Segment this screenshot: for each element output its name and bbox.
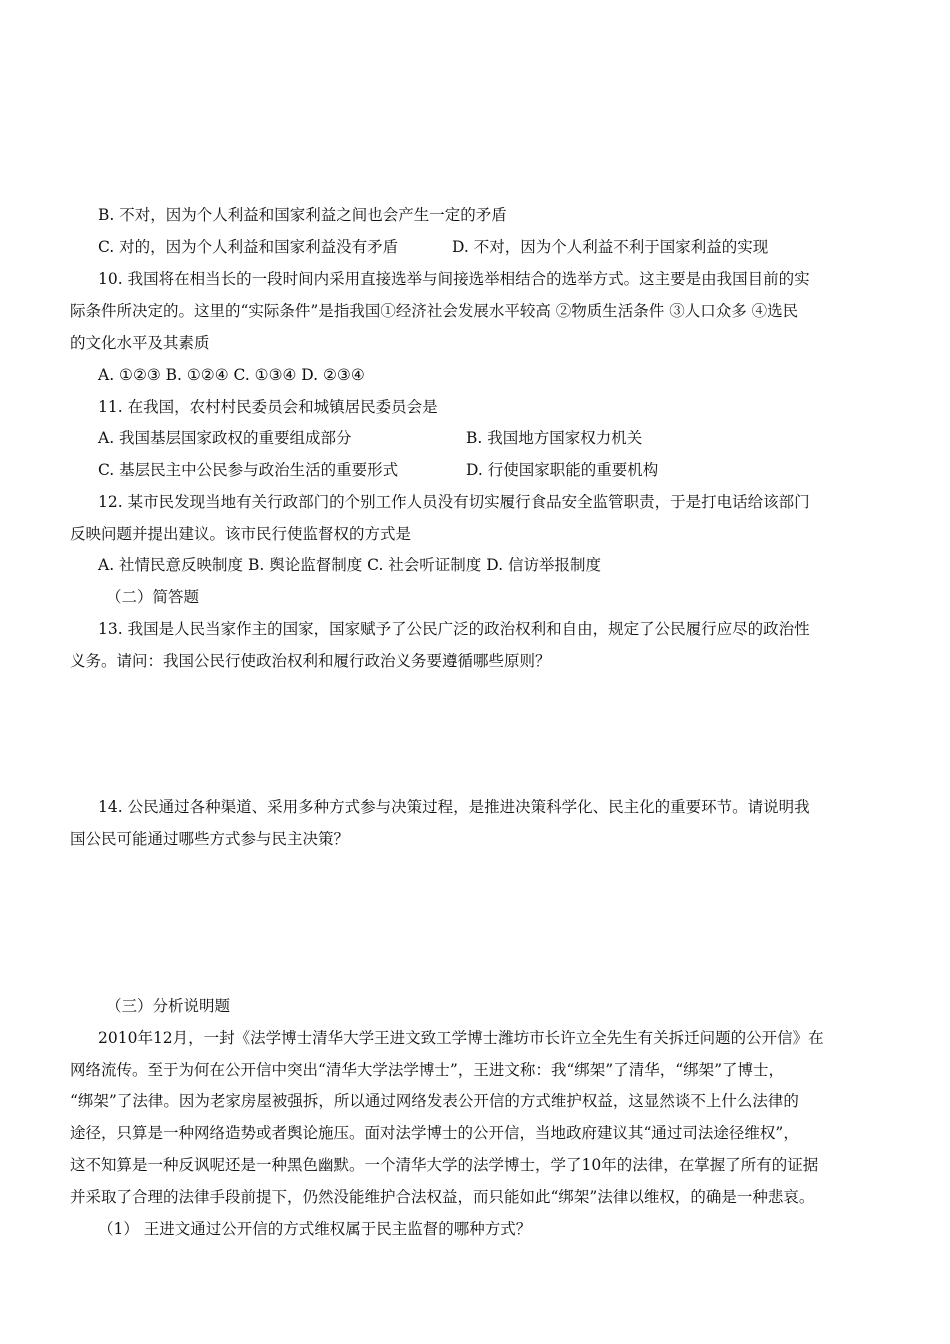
q14-stem-line1: 14. 公民通过各种渠道、采用多种方式参与决策过程，是推进决策科学化、民主化的重要环节。请说明我 — [98, 798, 810, 816]
q9-option-b: B. 不对，因为个人利益和国家利益之间也会产生一定的矛盾 — [98, 206, 507, 224]
q13-stem-line1: 13. 我国是人民当家作主的国家，国家赋予了公民广泛的政治权利和自由，规定了公民履行应尽的政治性 — [98, 620, 810, 638]
q12-options: A. 社情民意反映制度 B. 舆论监督制度 C. 社会听证制度 D. 信访举报制度 — [98, 556, 601, 574]
section-short-answer-heading: （二）简答题 — [106, 588, 200, 606]
q10-options: A. ①②③ B. ①②④ C. ①③④ D. ②③④ — [98, 366, 365, 384]
q11-stem: 11. 在我国，农村村民委员会和城镇居民委员会是 — [98, 398, 438, 416]
sub-question-1: （1） 王进文通过公开信的方式维权属于民主监督的哪种方式？ — [98, 1220, 532, 1238]
section-analysis-heading: （三）分析说明题 — [106, 997, 231, 1015]
q13-stem-line2: 义务。请问：我国公民行使政治权利和履行政治义务要遵循哪些原则？ — [70, 652, 551, 670]
passage-line: 网络流传。至于为何在公开信中突出“清华大学法学博士”，王进文称：我“绑架”了清华，“绑架”了博士， — [70, 1061, 785, 1079]
passage-line: 2010年12月，一封《法学博士清华大学王进文致工学博士潍坊市长许立全先生有关拆迁问题的公开信》在 — [98, 1029, 824, 1047]
q14-stem-line2: 国公民可能通过哪些方式参与民主决策？ — [70, 830, 350, 848]
passage-line: 并采取了合理的法律手段前提下，仍然没能维护合法权益，而只能如此“绑架”法律以维权，的确是一种悲哀。 — [70, 1188, 815, 1206]
q12-stem-line2: 反映问题并提出建议。该市民行使监督权的方式是 — [70, 525, 412, 543]
q11-options-cd — [98, 460, 659, 480]
q10-stem-line2: 际条件所决定的。这里的“实际条件”是指我国①经济社会发展水平较高 ②物质生活条件 ③人口众多 ④选民 — [70, 302, 799, 320]
q10-stem-line1: 10. 我国将在相当长的一段时间内采用直接选举与间接选举相结合的选举方式。这主要是由我国目前的实 — [98, 270, 810, 288]
q11-option-c: C. 基层民主中公民参与政治生活的重要形式 — [98, 461, 399, 479]
q11-option-a: A. 我国基层国家政权的重要组成部分 — [98, 429, 352, 447]
q10-stem-line3: 的文化水平及其素质 — [70, 334, 210, 352]
q9-option-d: D. 不对，因为个人利益不利于国家利益的实现 — [452, 238, 769, 256]
q9-option-c: C. 对的，因为个人利益和国家利益没有矛盾 — [98, 238, 399, 256]
q11-options-ab — [98, 428, 643, 448]
q11-option-d: D. 行使国家职能的重要机构 — [466, 461, 659, 479]
q12-stem-line1: 12. 某市民发现当地有关行政部门的个别工作人员没有切实履行食品安全监管职责，于是打电话给该部门 — [98, 493, 810, 511]
q9-options-cd — [98, 237, 769, 257]
passage-line: 途径，只算是一种网络造势或者舆论施压。面对法学博士的公开信，当地政府建议其“通过司法途径维权”， — [70, 1124, 799, 1142]
q11-option-b: B. 我国地方国家权力机关 — [466, 429, 643, 447]
passage-line: 这不知算是一种反讽呢还是一种黑色幽默。一个清华大学的法学博士，学了10年的法律，在掌握了所有的证据 — [70, 1156, 819, 1174]
passage-line: “绑架”了法律。因为老家房屋被强拆，所以通过网络发表公开信的方式维护权益，这显然谈不上什么法律的 — [70, 1092, 799, 1110]
